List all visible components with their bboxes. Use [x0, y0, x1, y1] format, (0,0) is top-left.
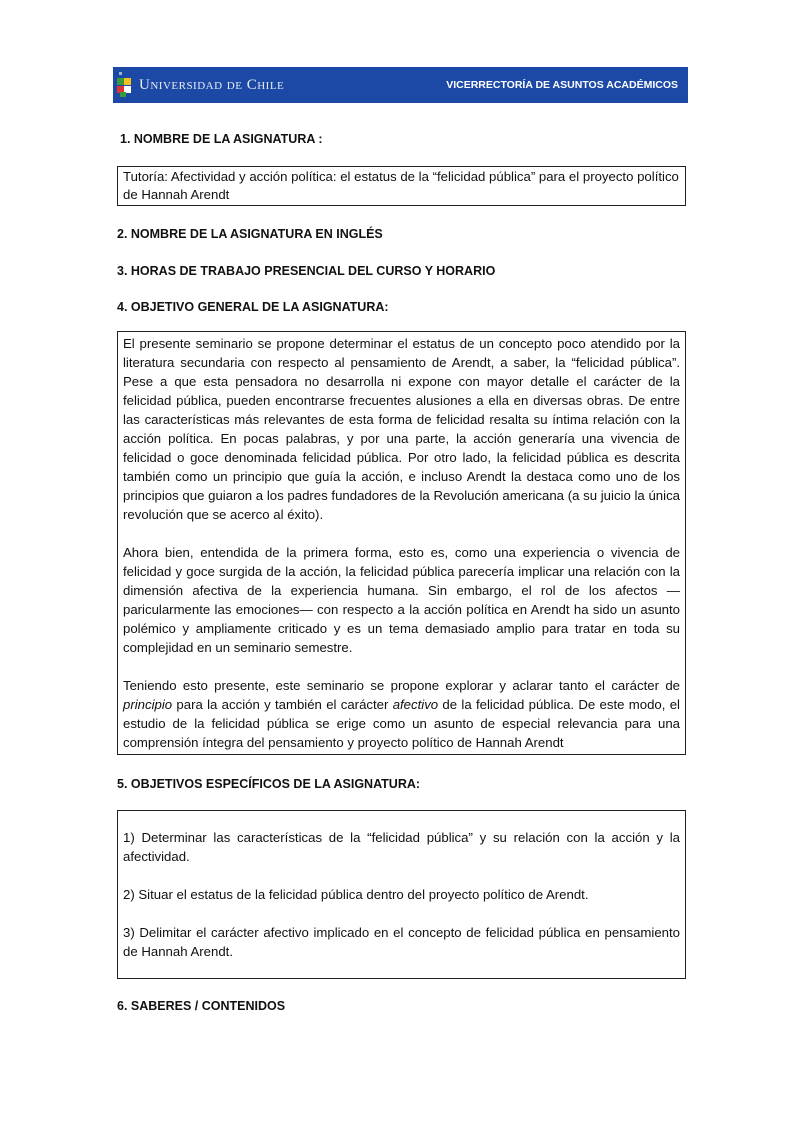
header-banner	[113, 67, 688, 103]
emphasis: principio	[123, 697, 173, 712]
university-name: Universidad de Chile	[139, 76, 285, 93]
specific-objectives-box	[117, 810, 686, 979]
section-2-heading: 2. NOMBRE DE LA ASIGNATURA EN INGLÉS	[117, 227, 383, 241]
section-1-heading: 1. NOMBRE DE LA ASIGNATURA :	[120, 132, 323, 146]
objective-item: 2) Situar el estatus de la felicidad pública dentro del proyecto político de Arendt.	[123, 887, 589, 902]
text: Teniendo esto presente, este seminario se propone explorar y aclarar tanto el carácter de	[123, 678, 680, 693]
course-name: Tutoría: Afectividad y acción política: el estatus de la “felicidad pública” para el proyecto político de Hannah Arendt	[123, 169, 679, 202]
objective-item: 3) Delimitar el carácter afectivo implicado en el concepto de felicidad pública en pensamiento de Hannah Arendt.	[123, 925, 680, 959]
university-logo	[117, 72, 284, 98]
paragraph: Ahora bien, entendida de la primera forma, esto es, como una experiencia o vivencia de felicidad y goce surgida de la acción, la felicidad pública parecería implicar una relación con la dimensión afectiva de la experiencia humana. Sin embargo, el rol de los afectos —paricularmente las emociones— con respecto a la acción política en Arendt ha sido un asunto polémico y ampliamente criticado y es un tema demasiado amplio para tratar en toda su complejidad en un seminario semestre.	[123, 545, 680, 655]
section-4-heading: 4. OBJETIVO GENERAL DE LA ASIGNATURA:	[117, 300, 389, 314]
office-name: VICERRECTORÍA DE ASUNTOS ACADÉMICOS	[446, 79, 678, 91]
emphasis: afectivo	[392, 697, 439, 712]
text: para la acción y también el carácter	[172, 697, 393, 712]
university-crest-icon	[117, 72, 133, 98]
objective-item: 1) Determinar las características de la “felicidad pública” y su relación con la acción y la afectividad.	[123, 830, 680, 864]
paragraph: El presente seminario se propone determinar el estatus de un concepto poco atendido por la literatura secundaria con respecto al pensamiento de Arendt, a saber, la “felicidad pública”. Pese a que esta pensadora no desarrolla ni expone con mayor detalle el carácter de la felicidad pública, pueden encontrarse frecuentes alusiones a ella en diversas obras. De entre las características más relevantes de esta forma de felicidad resalta su íntima relación con la acción política. En pocas palabras, y por una parte, la acción generaría una vivencia de felicidad o goce denominada felicidad pública. Por otro lado, la felicidad pública es descrita también como un principio que guía la acción, e incluso Arendt la destaca como uno de los principios que guiaron a los padres fundadores de la Revolución americana (a su juicio la única revolución que se acerco al éxito).	[123, 336, 680, 522]
section-5-heading: 5. OBJETIVOS ESPECÍFICOS DE LA ASIGNATURA:	[117, 777, 421, 791]
section-6-heading: 6. SABERES / CONTENIDOS	[117, 999, 286, 1013]
text: de la felicidad pública. De este modo, el estudio de la felicidad pública se erige como un asunto de especial relevancia para una comprensión íntegra del pensamiento y proyecto político de Hannah Arendt	[123, 697, 680, 750]
course-name-box	[117, 166, 686, 206]
paragraph	[123, 676, 680, 752]
general-objective-box	[117, 331, 686, 755]
section-3-heading: 3. HORAS DE TRABAJO PRESENCIAL DEL CURSO Y HORARIO	[117, 264, 496, 278]
